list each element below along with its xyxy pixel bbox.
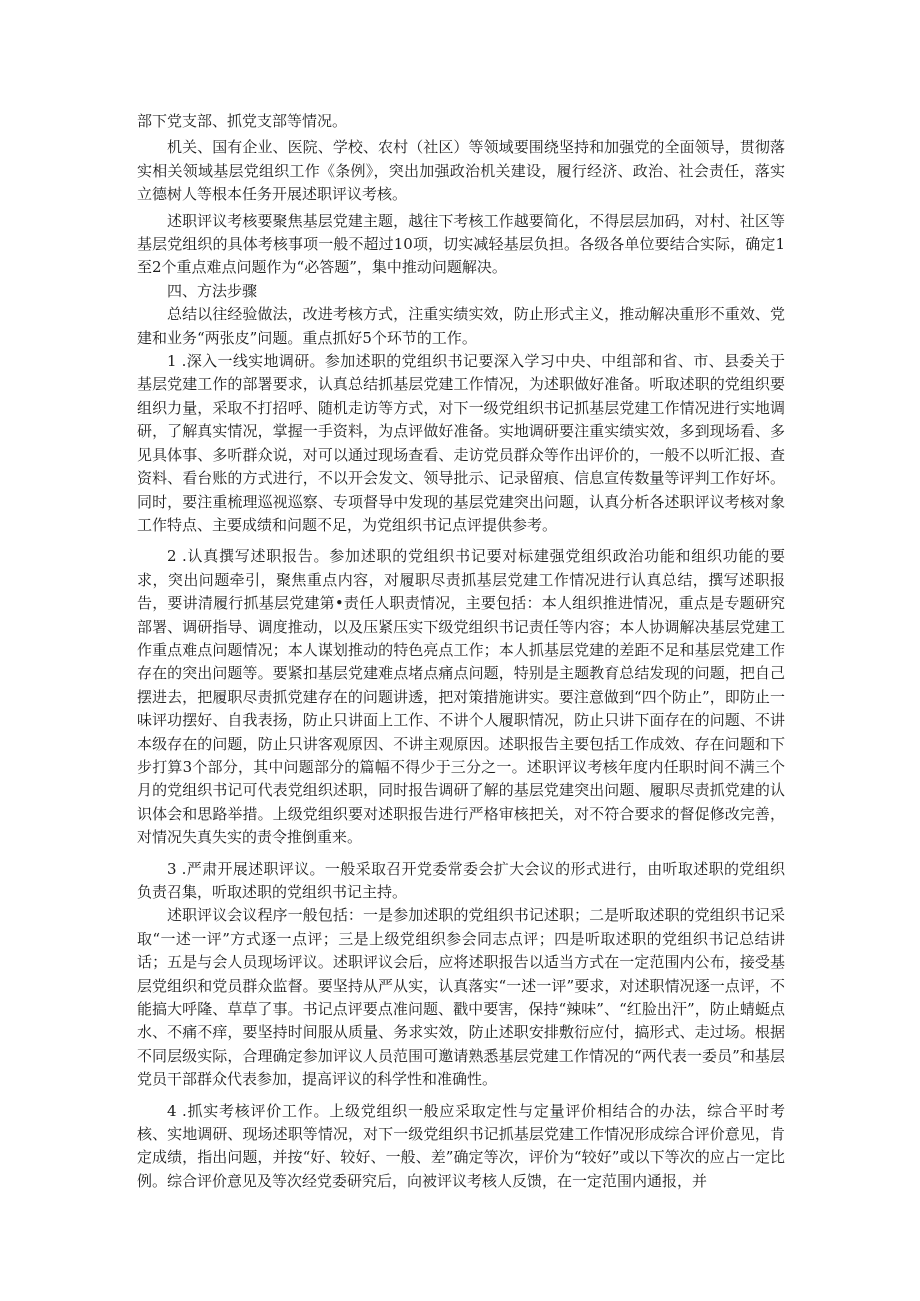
paragraph-focus-theme: 述职评议考核要聚焦基层党建主题，越往下考核工作越要简化，不得层层加码，对村、社区等基层党组织的具体考核事项一般不超过10项，切实减轻基层负担。各级各单位要结合实际，确定1至2个重点难点问题作为“必答题”，集中推动问题解决。 <box>137 211 785 277</box>
paragraph-step-3-procedure: 述职评议会议程序一般包括：一是参加述职的党组织书记述职；二是听取述职的党组织书记采取“一述一评”方式逐一点评；三是上级党组织参会同志点评；四是听取述职的党组织书记总结讲话；五是与会人员现场评议。述职评议会后，应将述职报告以适当方式在一定范围内公布，接受基层党组织和党员群众监督。要坚持从严从实，认真落实“一述一评”要求，对述职情况逐一点评，不能搞大呼隆、草草了事。书记点评要点准问题、戳中要害，保持“辣味”、“红脸出汗”，防止蜻蜓点水、不痛不痒，要坚持时间服从质量、务求实效，防止述职安排敷衍应付，搞形式、走过场。根据不同层级实际，合理确定参加评议人员范围可邀请熟悉基层党建工作情况的“两代表一委员”和基层党员干部群众代表参加，提高评议的科学性和准确性。 <box>137 906 785 1089</box>
paragraph-step-4: 4 .抓实考核评价工作。上级党组织一般应采取定性与定量评价相结合的办法，综合平时考核、实地调研、现场述职等情况，对下一级党组织书记抓基层党建工作情况形成综合评价意见，肯定成绩，指出问题，并按“好、较好、一般、差”确定等次，评价为“较好”或以下等次的应占一定比例。综合评价意见及等次经党委研究后，向被评议考核人反馈，在一定范围内通报，并 <box>137 1101 785 1190</box>
paragraph-step-1: 1 .深入一线实地调研。参加述职的党组织书记要深入学习中央、中组部和省、市、县委关于基层党建工作的部署要求，认真总结抓基层党建工作情况，为述职做好准备。听取述职的党组织要组织力量，采取不打招呼、随机走访等方式，对下一级党组织书记抓基层党建工作情况进行实地调研，了解真实情况，掌握一手资料，为点评做好准备。实地调研要注重实绩实效，多到现场看、多见具体事、多听群众说，对可以通过现场查看、走访党员群众等作出评价的，一般不以听汇报、查资料、看台账的方式进行，不以开会发文、领导批示、记录留痕、信息宣传数量等评判工作好坏。同时，要注重梳理巡视巡察、专项督导中发现的基层党建突出问题，认真分析各述职评议考核对象工作特点、主要成绩和问题不足，为党组织书记点评提供参考。 <box>137 352 785 534</box>
paragraph-continuation: 部下党支部、抓党支部等情况。 <box>137 112 348 130</box>
document-page <box>137 110 785 1193</box>
paragraph-step-3: 3 .严肃开展述职评议。一般采取召开党委常委会扩大会议的形式进行，由听取述职的党组织负责召集，听取述职的党组织书记主持。 <box>137 859 785 901</box>
section-heading-methods: 四、方法步骤 <box>167 281 258 300</box>
paragraph-step-2: 2 .认真撰写述职报告。参加述职的党组织书记要对标建强党组织政治功能和组织功能的要求，突出问题牵引，聚焦重点内容，对履职尽责抓基层党建工作情况进行认真总结，撰写述职报告，要讲清履行抓基层党建第•责任人职责情况，主要包括：本人组织推进情况，重点是专题研究部署、调研指导、调度推动，以及压紧压实下级党组织书记责任等内容；本人协调解决基层党建工作重点难点问题情况；本人谋划推动的特色亮点工作；本人抓基层党建的差距不足和基层党建工作存在的突出问题等。要紧扣基层党建难点堵点痛点问题，特别是主题教育总结发现的问题，把自己摆进去，把履职尽责抓党建存在的问题讲透，把对策措施讲实。要注意做到“四个防止”，即防止一味评功摆好、自我表扬，防止只讲面上工作、不讲个人履职情况，防止只讲下面存在的问题、不讲本级存在的问题，防止只讲客观原因、不讲主观原因。述职报告主要包括工作成效、存在问题和下步打算3个部分，其中问题部分的篇幅不得少于三分之一。述职评议考核年度内任职时间不满三个月的党组织书记可代表党组织述职，同时报告调研了解的基层党建突出问题、履职尽责抓党建的认识体会和思路举措。上级党组织要对述职报告进行严格审核把关，对不符合要求的督促修改完善，对情况失真失实的责令推倒重来。 <box>137 547 785 847</box>
paragraph-methods-intro: 总结以往经验做法，改进考核方式，注重实绩实效，防止形式主义，推动解决重形不重效、党建和业务“两张皮”问题。重点抓好5个环节的工作。 <box>137 305 785 347</box>
paragraph-scope-requirements: 机关、国有企业、医院、学校、农村（社区）等领域要围绕坚持和加强党的全面领导，贯彻落实相关领域基层党组织工作《条例》，突出加强政治机关建设，履行经济、政治、社会责任，落实立德树人等根本任务开展述职评议考核。 <box>137 138 785 204</box>
